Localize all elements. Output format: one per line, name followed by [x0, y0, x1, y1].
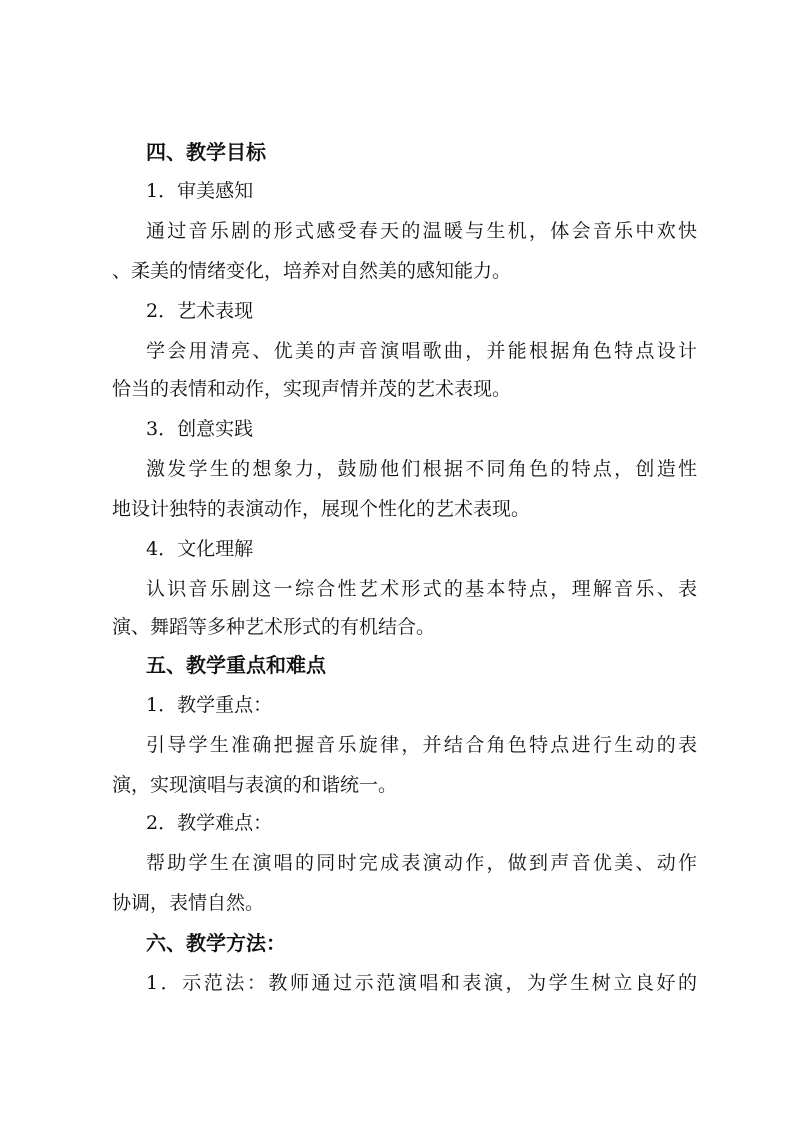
section-heading-key-points: 五、教学重点和难点 — [146, 653, 326, 677]
paragraph-line: 引导学生准确把握音乐旋律，并结合角色特点进行生动的表 — [146, 734, 697, 756]
subheading-teaching-focus: 1．教学重点： — [146, 694, 273, 716]
subheading-teaching-difficulty: 2．教学难点： — [146, 812, 273, 834]
paragraph-line: 帮助学生在演唱的同时完成表演动作，做到声音优美、动作 — [146, 852, 697, 874]
paragraph-line: 演，实现演唱与表演的和谐统一。 — [112, 774, 398, 796]
paragraph-line: 、柔美的情绪变化，培养对自然美的感知能力。 — [112, 260, 512, 282]
paragraph-line: 协调，表情自然。 — [112, 892, 265, 914]
paragraph-line: 恰当的表情和动作，实现声情并茂的艺术表现。 — [112, 378, 512, 400]
paragraph-line: 认识音乐剧这一综合性艺术形式的基本特点，理解音乐、表 — [146, 578, 697, 600]
subheading-aesthetic-perception: 1．审美感知 — [146, 180, 254, 202]
subheading-creative-practice: 3．创意实践 — [146, 418, 254, 440]
paragraph-line: 演、舞蹈等多种艺术形式的有机结合。 — [112, 616, 436, 638]
subheading-cultural-understanding: 4．文化理解 — [146, 538, 254, 560]
section-heading-teaching-methods: 六、教学方法： — [146, 931, 286, 955]
paragraph-line: 地设计独特的表演动作，展现个性化的艺术表现。 — [112, 498, 531, 520]
paragraph-line: 学会用清亮、优美的声音演唱歌曲，并能根据角色特点设计 — [146, 340, 697, 362]
subheading-artistic-expression: 2．艺术表现 — [146, 300, 254, 322]
paragraph-line: 1．示范法：教师通过示范演唱和表演，为学生树立良好的 — [146, 972, 697, 994]
paragraph-line: 激发学生的想象力，鼓励他们根据不同角色的特点，创造性 — [146, 458, 697, 480]
paragraph-line: 通过音乐剧的形式感受春天的温暖与生机，体会音乐中欢快 — [146, 220, 697, 242]
section-heading-teaching-goals: 四、教学目标 — [146, 140, 266, 164]
